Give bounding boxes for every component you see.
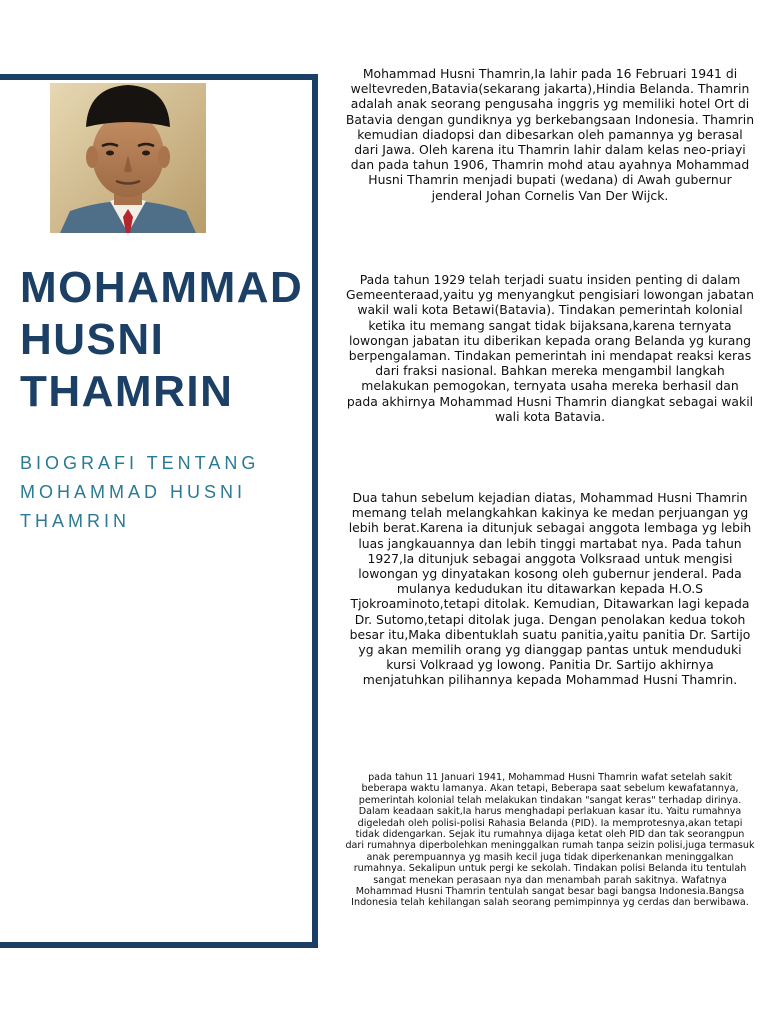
paragraph-gemeenteraad: Pada tahun 1929 telah terjadi suatu insiden penting di dalam Gemeenteraad,yaitu yg menyangkut pengisiari lowongan jabatan wakil wali kota Betawi(Batavia). Tindakan pemerintah kolonial ketika itu memang sangat tidak bijaksana,karena ternyata lowongan jabatan itu diberikan kepada orang Belanda yg kurang berpengalaman. Tindakan pemerintah ini mendapat reaksi keras dari fraksi nasional. Bahkan mereka mengambil langkah melakukan pemogokan, ternyata usaha mereka berhasil dan pada akhirnya Mohammad Husni Thamrin diangkat sebagai wakil wali kota Batavia. — [345, 272, 754, 424]
paragraph-birth: Mohammad Husni Thamrin,Ia lahir pada 16 Februari 1941 di weltevreden,Batavia(sekarang jakarta),Hindia Belanda. Thamrin adalah anak seorang pengusaha inggris yg memiliki hotel Ort di Batavia dengan gundiknya yg berkebangsaan Indonesia. Thamrin kemudian diadopsi dan dibesarkan oleh pamannya yg berasal dari Jawa. Oleh karena itu Thamrin lahir dalam kelas neo-priayi dan pada tahun 1906, Thamrin mohd atau ayahnya Mohammad Husni Thamrin menjadi bupati (wedana) di Awah gubernur jenderal Johan Cornelis Van Der Wijck. — [345, 66, 755, 203]
paragraph-volksraad: Dua tahun sebelum kejadian diatas, Mohammad Husni Thamrin memang telah melangkahkan kakinya ke medan perjuangan yg lebih berat.Karena ia ditunjuk sebagai anggota lembaga yg lebih luas jangkauannya dan lebih tinggi martabat nya. Pada tahun 1927,Ia ditunjuk sebagai anggota Volksraad untuk mengisi lowongan yg dinyatakan kosong oleh gubernur jenderal. Pada mulanya kedudukan itu ditawarkan kepada H.O.S Tjokroaminoto,tetapi ditolak. Kemudian, Ditawarkan lagi kepada Dr. Sutomo,tetapi ditolak juga. Dengan penolakan kedua tokoh besar itu,Maka dibentuklah suatu panitia,yaitu panitia Dr. Sartijo yg akan memilih orang yg dianggap pantas untuk menduduki kursi Volkraad yg lowong. Panitia Dr. Sartijo akhirnya menjatuhkan pilihannya kepada Mohammad Husni Thamrin. — [348, 490, 752, 688]
page-title — [20, 262, 320, 418]
portrait-photo — [50, 83, 206, 233]
subtitle-line: THAMRIN — [20, 511, 130, 531]
title-line: THAMRIN — [20, 367, 234, 416]
subtitle-line: BIOGRAFI TENTANG — [20, 453, 260, 473]
title-line: HUSNI — [20, 315, 165, 364]
subtitle-line: MOHAMMAD HUSNI — [20, 482, 246, 502]
paragraph-death: pada tahun 11 Januari 1941, Mohammad Husni Thamrin wafat setelah sakit beberapa waktu lamanya. Akan tetapi, Beberapa saat sebelum kewafatannya, pemerintah kolonial telah melakukan tindakan "sangat keras" terhadap dirinya. Dalam keadaan sakit,Ia harus menghadapi perlakuan kasar itu. Yaitu rumahnya digeledah oleh polisi-polisi Rahasia Belanda (PID). Ia memprotesnya,akan tetapi tidak didengarkan. Sejak itu rumahnya dijaga ketat oleh PID dan tak seorangpun dari rumahnya diperbolehkan meninggalkan rumah tanpa seizin polisi,juga termasuk anak perempuannya yg masih kecil juga tidak diperkenankan meninggalkan rumahnya. Sekalipun untuk pergi ke sekolah. Tindakan polisi Belanda itu tentulah sangat menekan perasaan nya dan menambah parah sakitnya. Wafatnya Mohammad Husni Thamrin tentulah sangat besar bagi bangsa Indonesia.Bangsa Indonesia telah kehilangan salah seorang pemimpinnya yg cerdas dan berwibawa. — [345, 772, 755, 909]
subtitle — [20, 449, 310, 536]
title-line: MOHAMMAD — [20, 263, 304, 312]
